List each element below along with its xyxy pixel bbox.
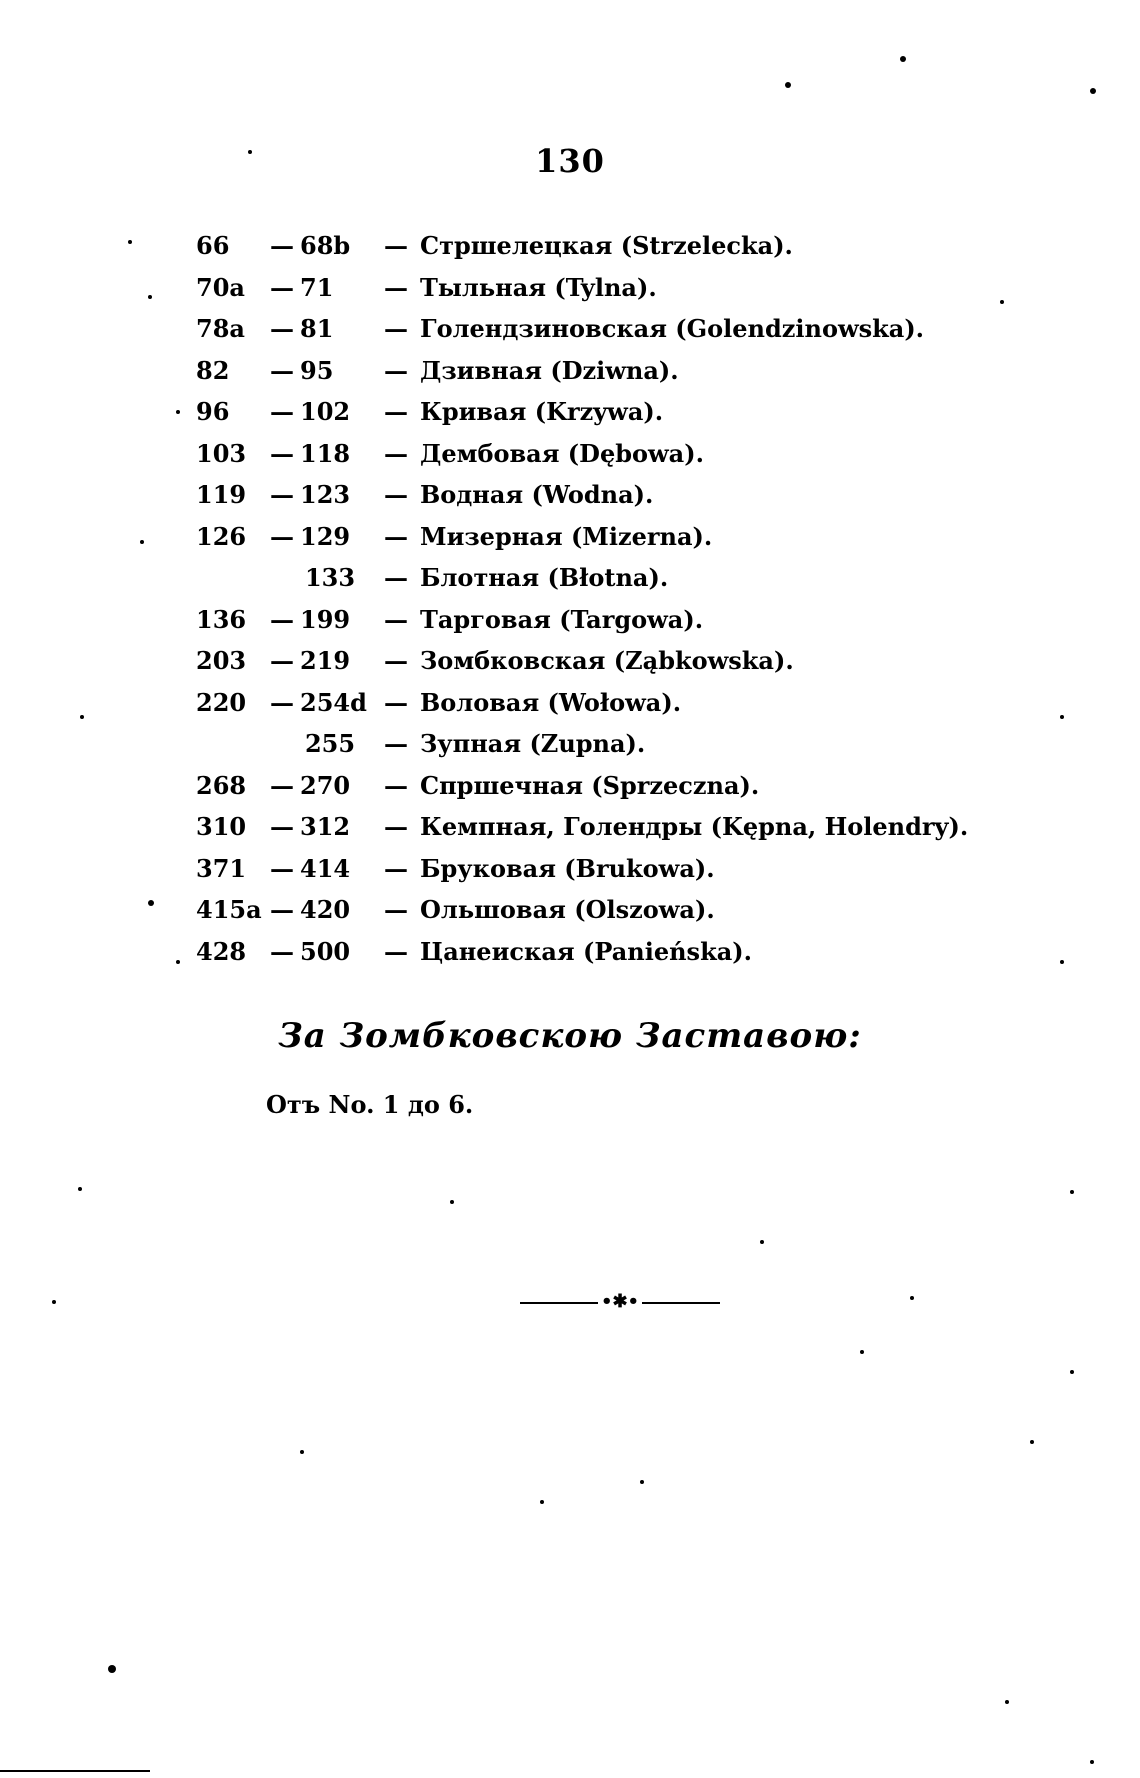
street-dash: — (384, 895, 408, 924)
street-entry (0, 475, 1140, 515)
scan-speck (128, 240, 132, 244)
street-name: Тыльная (Tylna). (420, 272, 657, 302)
ornament-glyph: •✱• (600, 1291, 640, 1312)
street-entry (0, 724, 1140, 764)
scan-speck (80, 715, 84, 719)
street-entry (0, 309, 1140, 349)
range-dash: — (270, 272, 294, 302)
scan-speck (176, 960, 180, 964)
street-dash: — (384, 729, 408, 758)
range-dash: — (270, 812, 294, 841)
range-dash: — (270, 231, 294, 260)
street-dash: — (384, 563, 408, 592)
house-number-from: 220 (196, 687, 247, 717)
section-heading: За Зомбковскою Заставою: (278, 1016, 862, 1056)
scan-speck (1090, 1760, 1094, 1764)
street-dash: — (384, 272, 408, 302)
house-number-to: 219 (300, 646, 351, 675)
house-number-to: 102 (300, 397, 351, 426)
street-name: Зупная (Zupna). (420, 729, 646, 758)
house-number: 133 (304, 563, 356, 592)
house-number-to: 118 (300, 438, 351, 468)
scan-speck (1090, 88, 1096, 94)
scan-speck (910, 1296, 914, 1300)
house-number-to: 414 (300, 853, 351, 883)
street-entry (0, 849, 1140, 889)
street-dash: — (384, 812, 408, 841)
street-dash: — (384, 604, 408, 634)
house-number-to: 500 (300, 936, 351, 966)
street-entry (0, 932, 1140, 972)
scan-speck (148, 295, 152, 299)
scan-speck (450, 1200, 454, 1204)
scan-speck (1070, 1370, 1074, 1374)
street-dash: — (384, 687, 408, 717)
house-number-from: 119 (196, 480, 247, 509)
house-number: 255 (304, 729, 356, 758)
street-name: Зомбковская (Ząbkowska). (420, 646, 794, 675)
street-name: Голендзиновская (Golendzinowska). (420, 314, 925, 343)
street-entry (0, 517, 1140, 557)
scan-speck (785, 82, 791, 88)
house-number-to: 312 (300, 812, 351, 841)
house-number-to: 129 (300, 521, 351, 551)
street-entry (0, 683, 1140, 723)
street-dash: — (384, 355, 408, 385)
street-entry (0, 268, 1140, 308)
range-dash: — (270, 936, 294, 966)
scan-speck (52, 1300, 56, 1304)
scan-speck (640, 1480, 644, 1484)
scan-speck (1030, 1440, 1034, 1444)
street-entry (0, 600, 1140, 640)
street-name: Кривая (Krzywa). (420, 397, 664, 426)
street-dash: — (384, 480, 408, 509)
street-entry (0, 766, 1140, 806)
street-name: Водная (Wodna). (420, 480, 654, 509)
page-edge-mark (0, 1770, 150, 1772)
street-entry (0, 807, 1140, 847)
street-name: Воловая (Wołowa). (420, 687, 682, 717)
scan-speck (760, 1240, 764, 1244)
house-number-to: 95 (300, 355, 334, 385)
range-dash: — (270, 646, 294, 675)
house-number-from: 66 (196, 231, 230, 260)
scan-speck (108, 1665, 116, 1673)
house-number-from: 371 (196, 853, 247, 883)
street-name: Ольшовая (Olszowa). (420, 895, 715, 924)
house-number-from: 268 (196, 770, 247, 800)
range-dash: — (270, 604, 294, 634)
page-number: 130 (535, 142, 605, 180)
street-dash: — (384, 231, 408, 260)
house-number-from: 96 (196, 397, 230, 426)
street-dash: — (384, 770, 408, 800)
street-entry (0, 890, 1140, 930)
street-dash: — (384, 936, 408, 966)
range-dash: — (270, 355, 294, 385)
house-number-from: 415a (196, 895, 262, 924)
street-dash: — (384, 314, 408, 343)
house-number-to: 420 (300, 895, 351, 924)
street-name: Тарговая (Targowa). (420, 604, 704, 634)
range-dash: — (270, 438, 294, 468)
street-entry (0, 558, 1140, 598)
scan-speck (300, 1450, 304, 1454)
range-dash: — (270, 397, 294, 426)
ornament-divider (520, 1291, 720, 1312)
scan-speck (1005, 1700, 1009, 1704)
range-dash: — (270, 853, 294, 883)
street-name: Кемпная, Голендры (Kępna, Holendry). (420, 812, 969, 841)
range-dash: — (270, 521, 294, 551)
street-dash: — (384, 521, 408, 551)
house-number-to: 254d (300, 687, 367, 717)
street-name: Дембовая (Dębowa). (420, 438, 704, 468)
street-entry (0, 434, 1140, 474)
scan-speck (1000, 300, 1004, 304)
house-number-from: 136 (196, 604, 247, 634)
house-number-from: 428 (196, 936, 247, 966)
scan-speck (1060, 715, 1064, 719)
range-dash: — (270, 770, 294, 800)
house-number-from: 310 (196, 812, 247, 841)
street-dash: — (384, 646, 408, 675)
street-dash: — (384, 397, 408, 426)
street-name: Мизерная (Mizerna). (420, 521, 713, 551)
house-number-from: 203 (196, 646, 247, 675)
street-entry (0, 392, 1140, 432)
scan-speck (78, 1187, 82, 1191)
street-name: Бруковая (Brukowa). (420, 853, 715, 883)
house-number-from: 78a (196, 314, 245, 343)
scan-speck (148, 900, 154, 906)
house-number-to: 199 (300, 604, 351, 634)
scan-speck (140, 540, 144, 544)
street-name: Стршелецкая (Strzelecka). (420, 231, 793, 260)
scan-speck (900, 56, 906, 62)
scan-speck (248, 150, 252, 154)
house-number-from: 82 (196, 355, 230, 385)
scan-speck (176, 410, 180, 414)
house-number-from: 70a (196, 272, 245, 302)
house-number-to: 123 (300, 480, 351, 509)
house-number-from: 103 (196, 438, 247, 468)
street-dash: — (384, 853, 408, 883)
ornament-line-right (642, 1302, 720, 1304)
street-entry (0, 641, 1140, 681)
scan-speck (540, 1500, 544, 1504)
street-name: Блотная (Błotna). (420, 563, 669, 592)
house-number-to: 270 (300, 770, 351, 800)
range-dash: — (270, 687, 294, 717)
scan-speck (860, 1350, 864, 1354)
house-number-from: 126 (196, 521, 247, 551)
house-number-range: Отъ No. 1 до 6. (266, 1090, 474, 1119)
house-number-to: 71 (300, 272, 334, 302)
street-name: Цанеиская (Panieńska). (420, 936, 752, 966)
scan-speck (1060, 960, 1064, 964)
scan-speck (1070, 1190, 1074, 1194)
house-number-to: 68b (300, 231, 351, 260)
range-dash: — (270, 314, 294, 343)
ornament-line-left (520, 1302, 598, 1304)
street-name: Дзивная (Dziwna). (420, 355, 679, 385)
street-dash: — (384, 438, 408, 468)
range-dash: — (270, 895, 294, 924)
range-dash: — (270, 480, 294, 509)
street-name: Спршечная (Sprzeczna). (420, 770, 760, 800)
house-number-to: 81 (300, 314, 334, 343)
street-entry (0, 351, 1140, 391)
street-entry (0, 226, 1140, 266)
